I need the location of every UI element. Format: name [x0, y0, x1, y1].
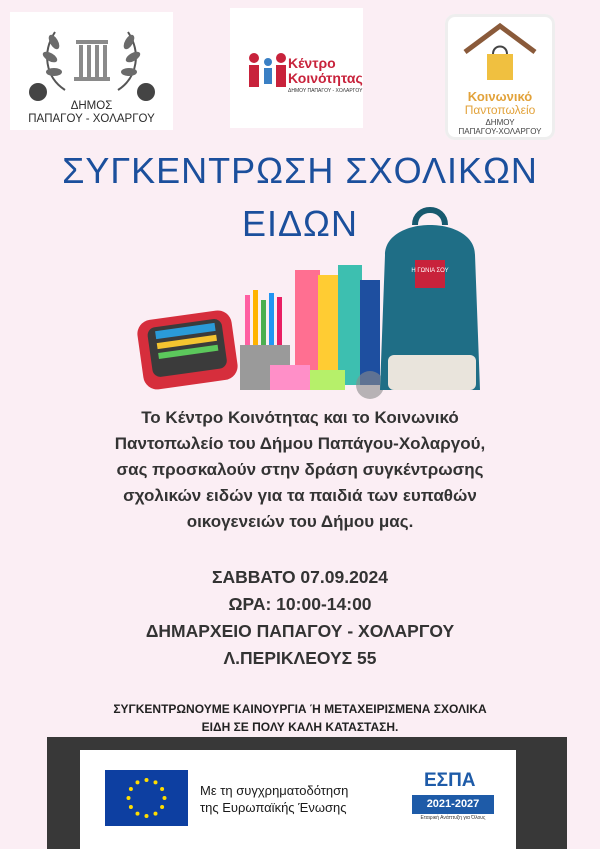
event-time: ΩΡΑ: 10:00-14:00 [228, 594, 372, 614]
kentro-line1: Κέντρο [288, 55, 336, 71]
title-line2: ΕΙΔΩΝ [242, 203, 358, 244]
note-line2: ΕΙΔΗ ΣΕ ΠΟΛΥ ΚΑΛΗ ΚΑΤΑΣΤΑΣΗ. [201, 720, 399, 734]
invitation-line1: Το Κέντρο Κοινότητας και το Κοινωνικό [141, 408, 459, 427]
coin-portrait-icon [29, 83, 155, 101]
invitation-line2: Παντοπωλείο του Δήμου Παπάγου-Χολαργού, [114, 434, 486, 453]
kentro-line2: Κοινότητας [288, 70, 363, 86]
dimos-line2: ΠΑΠΑΓΟΥ - ΧΟΛΑΡΓΟΥ [28, 113, 155, 125]
event-address: Λ.ΠΕΡΙΚΛΕΟΥΣ 55 [223, 648, 377, 668]
pantopoleio-line3: ΔΗΜΟΥ [485, 118, 515, 127]
espa-name: ΕΣΠΑ [424, 770, 476, 791]
pantopoleio-line1: Κοινωνικό [467, 89, 533, 104]
invitation-line5: οικογενειών του Δήμου μας. [186, 512, 414, 531]
invitation-line3: σας προσκαλούν στην δράση συγκέντρωσης [116, 460, 484, 479]
laurel-wreath-icon [10, 12, 173, 102]
kentro-line3: ΔΗΜΟΥ ΠΑΠΑΓΟΥ - ΧΟΛΑΡΓΟΥ [288, 88, 363, 94]
pantopoleio-line2: Παντοπωλείο [464, 103, 536, 117]
eu-flag-icon [105, 770, 188, 826]
espa-slogan: Εταιρική Ανάπτυξη για Όλους [420, 815, 486, 821]
backpack-tag: Η ΓΩΝΙΑ ΣΟΥ [411, 268, 449, 274]
pencil-case-icon [136, 309, 240, 392]
dimos-line1: ΔΗΜΟΣ [70, 100, 113, 112]
event-venue: ΔΗΜΑΡΧΕΙΟ ΠΑΠΑΓΟΥ - ΧΟΛΑΡΓΟΥ [145, 621, 455, 641]
dimos-logo [10, 12, 173, 130]
note-line1: ΣΥΓΚΕΝΤΡΩΝΟΥΜΕ ΚΑΙΝΟΥΡΓΙΑ Ή ΜΕΤΑΧΕΙΡΙΣΜΕΝΑ ΣΧΟΛΙΚΑ [113, 702, 487, 716]
cofund-line1: Με τη συγχρηματοδότηση [200, 783, 349, 798]
invitation-line4: σχολικών ειδών για τα παιδιά των ευπαθών [123, 486, 477, 505]
collection-note [40, 700, 560, 736]
invitation-text [60, 405, 540, 535]
kentro-koinotitas-logo [230, 8, 363, 128]
cofund-line2: της Ευρωπαϊκής Ένωσης [200, 800, 347, 815]
espa-years: 2021-2027 [412, 795, 494, 814]
title-line1: ΣΥΓΚΕΝΤΡΩΣΗ ΣΧΟΛΙΚΩΝ [62, 150, 538, 191]
pantopoleio-line4: ΠΑΠΑΓΟΥ-ΧΟΛΑΡΓΟΥ [458, 127, 542, 136]
columns-icon [74, 40, 110, 81]
pantopoleio-logo [445, 14, 555, 140]
house-bag-icon [445, 14, 555, 89]
event-date: ΣΑΒΒΑΤΟ 07.09.2024 [211, 567, 389, 587]
